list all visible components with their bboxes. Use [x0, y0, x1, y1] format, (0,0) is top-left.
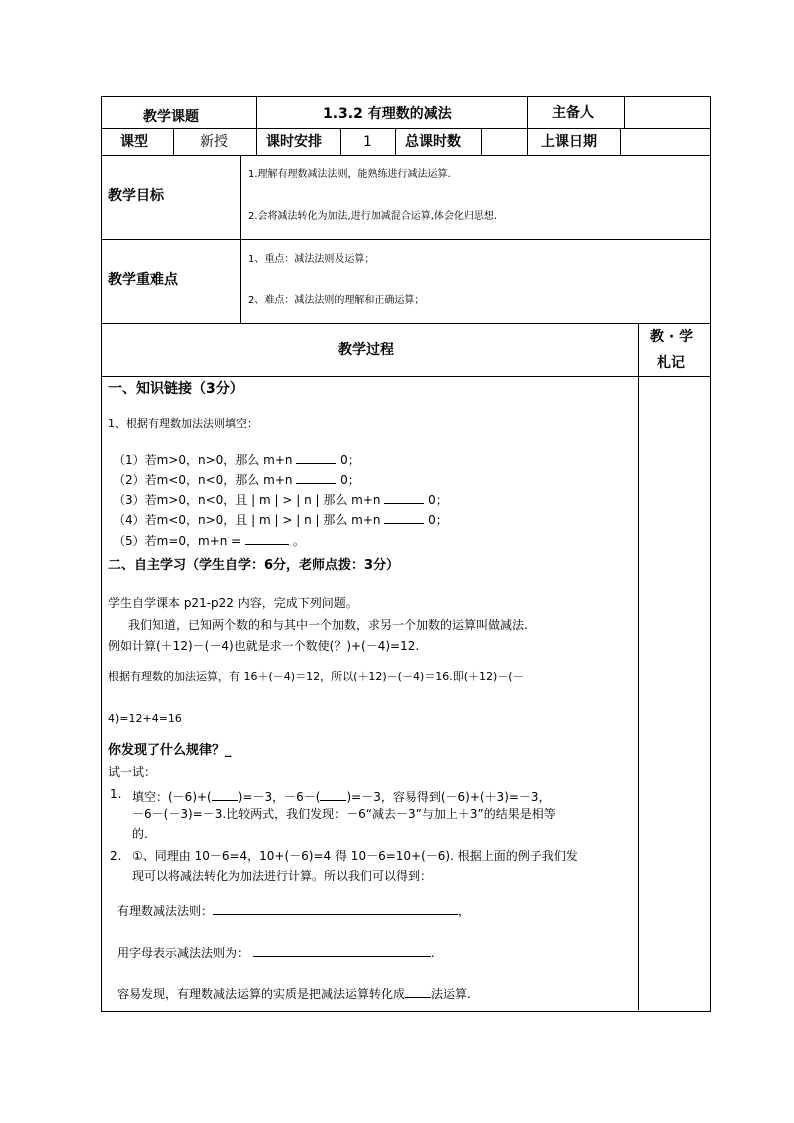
answer-blank[interactable] [296, 471, 336, 484]
difficulty-item: 1、重点：减法法则及运算； [248, 254, 375, 265]
process-title: 教学过程 [338, 342, 394, 358]
row-divider [101, 155, 710, 156]
item-2-line-1: ①、同理由 10－6=4，10+(－6)=4 得 10－6=10+(－6). 根据上面的例子我们发 [132, 849, 578, 863]
topic-label: 教学课题 [143, 109, 199, 125]
col-divider [256, 96, 257, 128]
col-divider [173, 128, 174, 155]
item-1-line-1: 填空：(－6)+( )=－3，－6－( )=－3，容易得到(－6)+(＋3)=－3， [132, 790, 551, 804]
item-number: 2. [110, 849, 122, 863]
question-5: （5）若m=0，m+n = 。 [113, 534, 305, 548]
date-label: 上课日期 [541, 134, 597, 150]
goals-label: 教学目标 [108, 188, 164, 204]
col-divider [481, 128, 482, 155]
answer-blank[interactable] [213, 902, 458, 915]
topic-value: 1.3.2 有理数的减法 [323, 106, 452, 122]
section1-intro: 1、根据有理数加法法则填空： [108, 417, 258, 430]
type-label: 课型 [120, 134, 148, 150]
schedule-value: 1 [363, 134, 372, 150]
col-divider [256, 128, 257, 155]
essence-line: 容易发现，有理数减法运算的实质是把减法运算转化成 法运算. [117, 987, 471, 1001]
try-label: 试一试： [108, 765, 157, 779]
total-label: 总课时数 [405, 134, 461, 150]
section2-heading: 二、自主学习（学生自学：6分，老师点拨：3分） [108, 558, 400, 573]
notes-header-line2: 札记 [657, 355, 685, 371]
host-label: 主备人 [552, 105, 594, 121]
answer-blank[interactable] [253, 944, 431, 957]
paragraph: 根据有理数的加法运算，有 16＋(－4)＝12，所以(＋12)－(－4)＝16.即(＋12)－(－ [108, 670, 524, 683]
goal-item: 1.理解有理数减法法则，能熟练进行减法运算. [248, 169, 451, 180]
row-divider [101, 239, 710, 240]
row-divider [101, 323, 710, 324]
answer-blank[interactable] [245, 532, 289, 545]
rule-line: 有理数减法法则： ， [117, 904, 471, 918]
col-divider [395, 128, 396, 155]
notes-header-line1: 教 · 学 [650, 329, 694, 345]
schedule-label: 课时安排 [266, 134, 322, 150]
col-divider [340, 128, 341, 155]
question-2: （2）若m<0，n<0，那么 m+n 0； [113, 473, 360, 487]
col-divider [624, 96, 625, 128]
col-divider [620, 128, 621, 155]
difficulty-item: 2、难点：减法法则的理解和正确运算； [248, 295, 425, 306]
col-divider [240, 155, 241, 323]
col-divider [527, 128, 528, 155]
type-value: 新授 [200, 134, 228, 150]
paragraph: 4)=12+4=16 [108, 712, 182, 725]
answer-blank[interactable] [405, 985, 431, 998]
question-4: （4）若m<0，n>0，且 | m | > | n | 那么 m+n 0； [113, 513, 448, 527]
row-divider [101, 376, 710, 377]
item-1-line-2: －6－(－3)=－3.比较两式，我们发现：－6“减去－3”与加上＋3”的结果是相等 [132, 807, 556, 821]
goal-item: 2.会将减法转化为加法,进行加减混合运算,体会化归思想. [248, 211, 498, 222]
col-divider [638, 323, 639, 1010]
answer-blank[interactable] [384, 491, 424, 504]
difficulties-label: 教学重难点 [108, 272, 178, 288]
row-divider [101, 128, 710, 129]
paragraph: 例如计算(＋12)－(－4)也就是求一个数使(？)+(－4)=12. [108, 639, 420, 653]
question-3: （3）若m>0，n<0，且 | m | > | n | 那么 m+n 0； [113, 493, 448, 507]
question-1: （1）若m>0，n>0，那么 m+n 0； [113, 453, 360, 467]
paragraph: 我们知道，已知两个数的和与其中一个加数，求另一个加数的运算叫做减法. [128, 618, 528, 632]
discover-prompt: 你发现了什么规律？_ [108, 743, 232, 758]
item-number: 1. [110, 787, 122, 801]
col-divider [527, 96, 528, 128]
answer-blank[interactable] [296, 451, 336, 464]
answer-blank[interactable] [212, 788, 238, 801]
answer-blank[interactable] [320, 788, 346, 801]
letters-line: 用字母表示减法法则为： . [117, 946, 435, 960]
item-2-line-2: 现可以将减法转化为加法进行计算。所以我们可以得到： [132, 869, 433, 883]
item-1-line-3: 的. [132, 827, 148, 841]
answer-blank[interactable] [384, 511, 424, 524]
paragraph: 学生自学课本 p21-p22 内容，完成下列问题。 [108, 596, 358, 610]
section1-heading: 一、知识链接（3分） [108, 381, 244, 397]
